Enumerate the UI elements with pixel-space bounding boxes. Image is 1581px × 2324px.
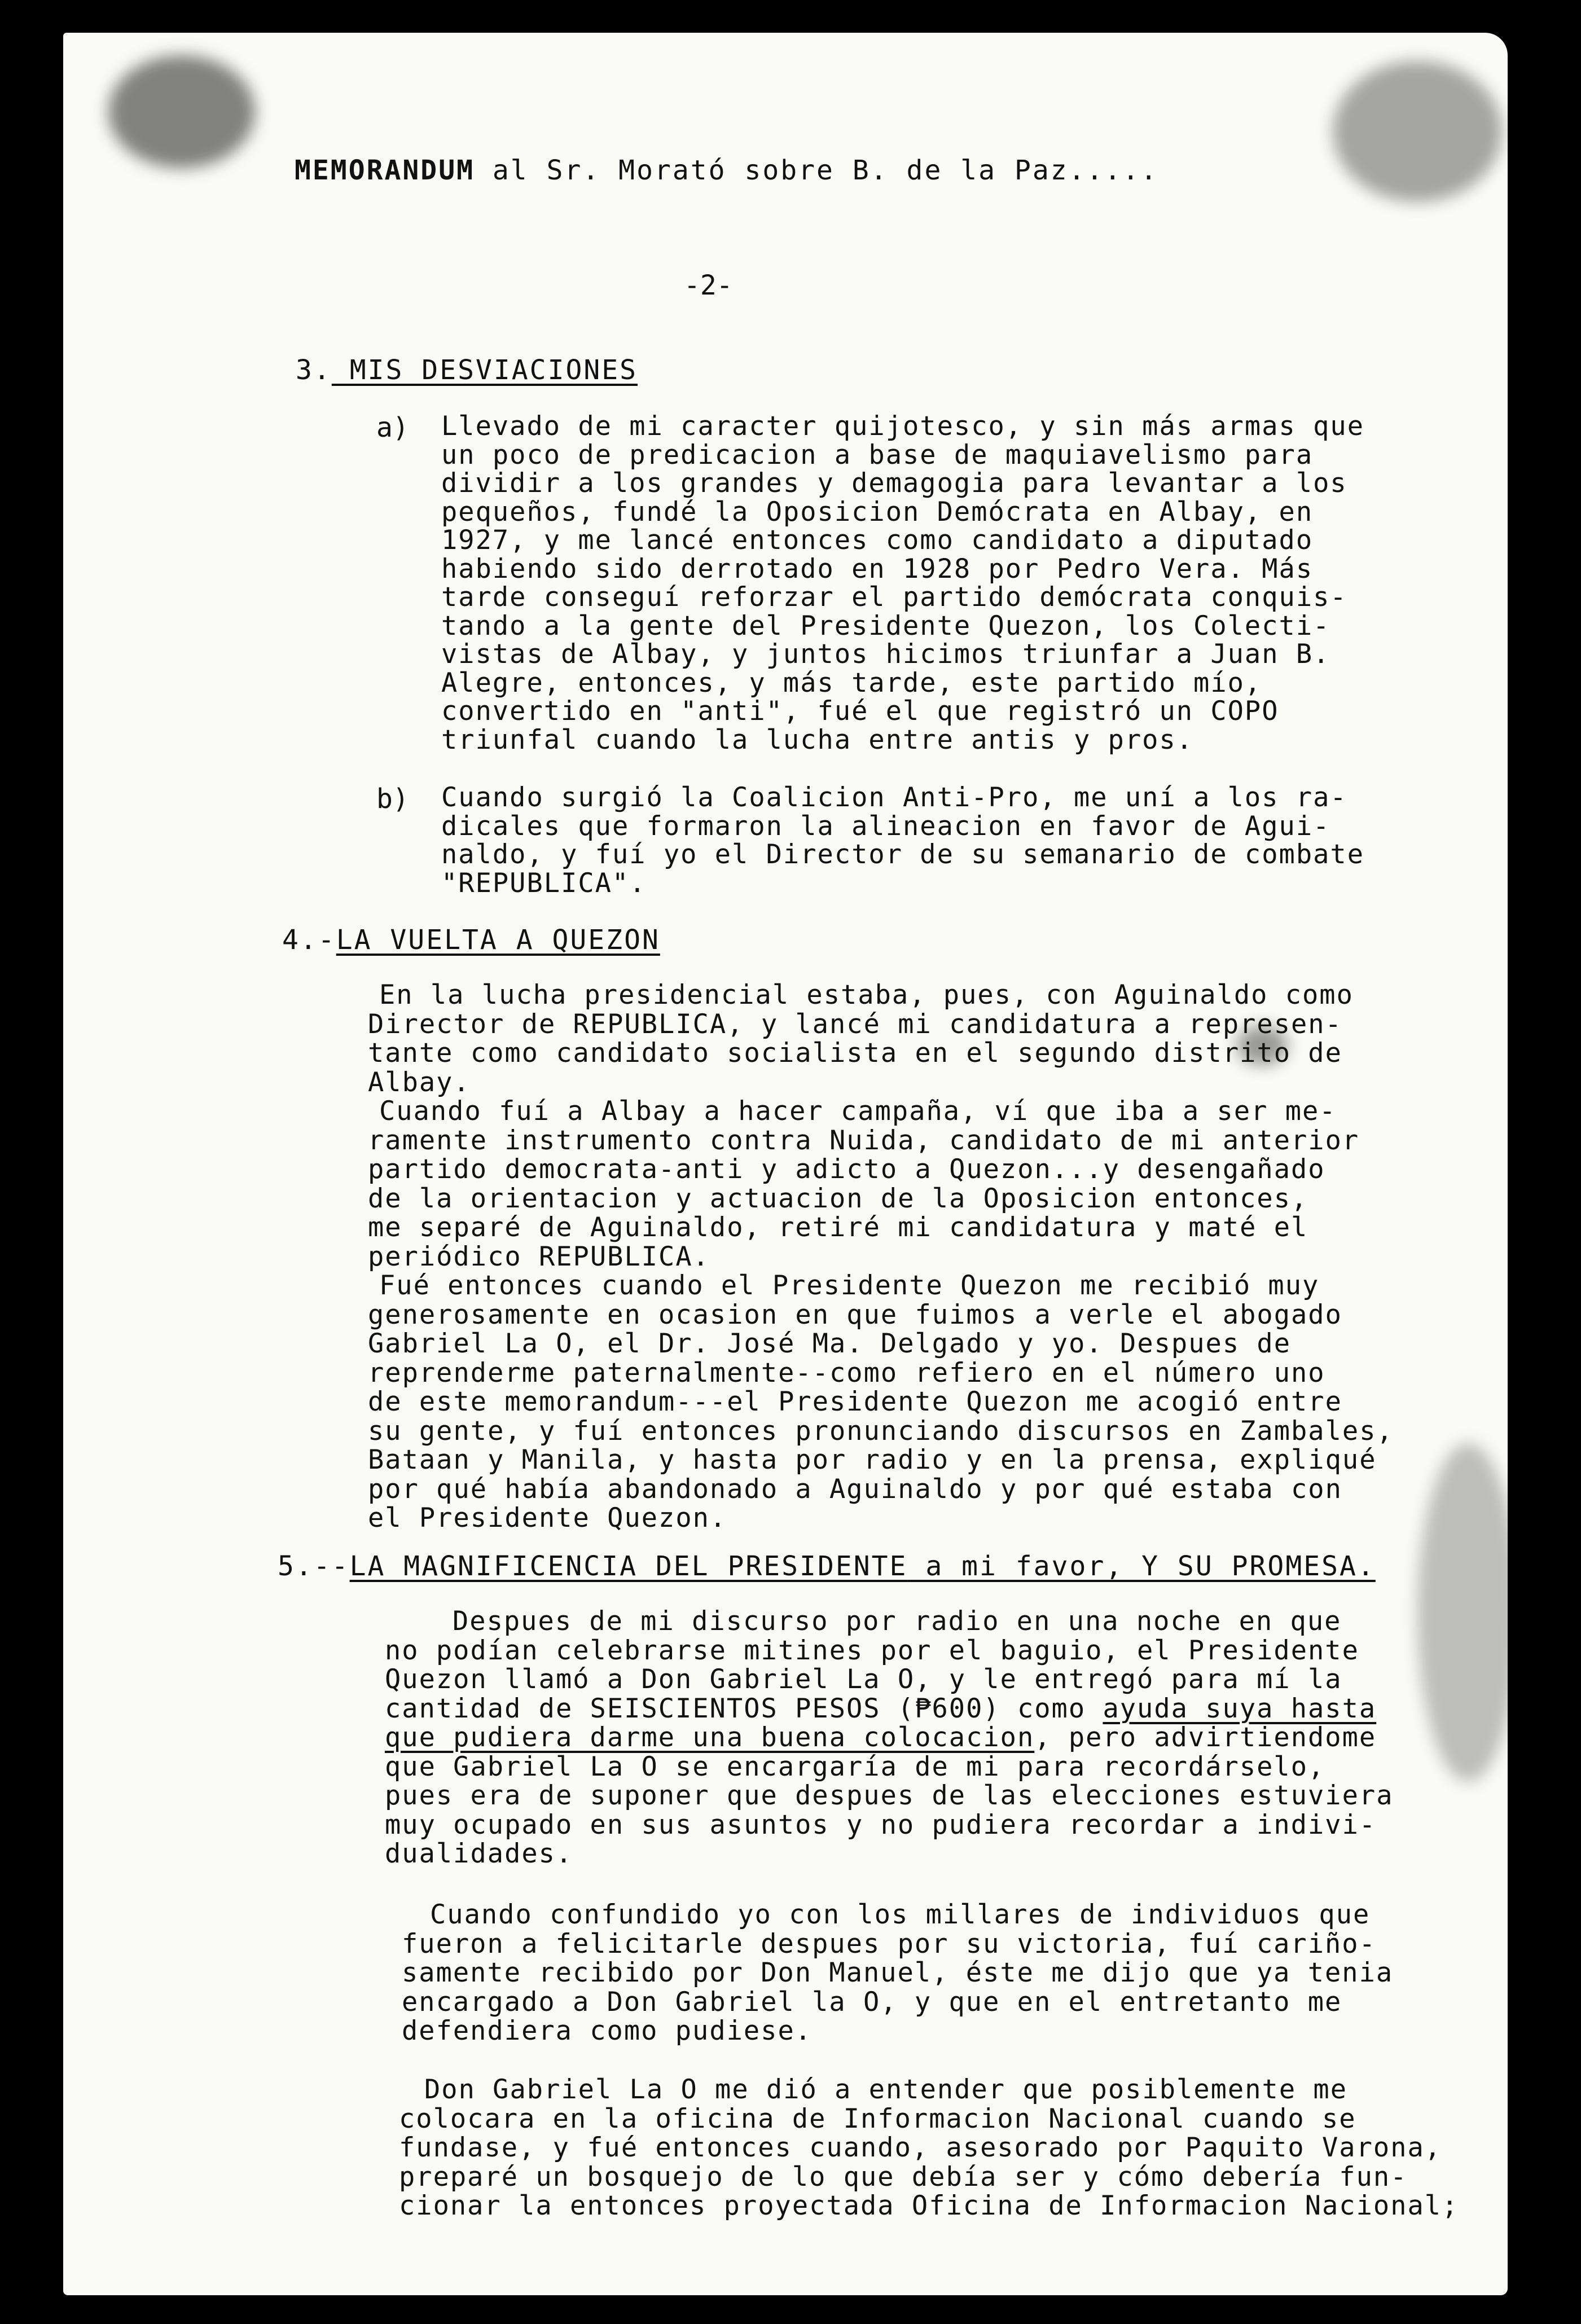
- text-line: Don Gabriel La O me dió a entender que posiblemente me: [424, 2074, 1348, 2105]
- text-line: [385, 1811, 1376, 1840]
- text-line: tando a la gente del Presidente Quezon, los Colecti-: [441, 610, 1330, 642]
- section-5-number: 5.--: [278, 1550, 350, 1582]
- text-line: un poco de predicacion a base de maquiavelismo para: [441, 439, 1314, 471]
- text-segment: , pero advirtiendome: [1034, 1722, 1377, 1753]
- underlined-phrase: que pudiera darme una buena colocacion: [385, 1722, 1035, 1753]
- text-line: samente recibido por Don Manuel, éste me dijo que ya tenia: [402, 1957, 1394, 1988]
- text-line: [385, 1781, 1394, 1811]
- text-line: convertido en "anti", fué el que registró un COPO: [441, 696, 1279, 727]
- ink-stain: [108, 55, 255, 168]
- text-line: generosamente en ocasion en que fuimos a verle el abogado: [368, 1299, 1342, 1330]
- text-line: Fué entonces cuando el Presidente Quezon me recibió muy: [379, 1270, 1320, 1301]
- text-line: partido democrata-anti y adicto a Quezon...y desengañado: [368, 1154, 1325, 1185]
- section-5-heading: [278, 1550, 1376, 1582]
- text-line: cionar la entonces proyectada Oficina de Informacion Nacional;: [399, 2190, 1459, 2221]
- text-line: pequeños, fundé la Oposicion Demócrata en Albay, en: [441, 496, 1314, 528]
- section-4-title: LA VUELTA A QUEZON: [336, 924, 660, 956]
- text-line: Bataan y Manila, y hasta por radio y en la prensa, expliqué: [368, 1444, 1377, 1475]
- text-line: tante como candidato socialista en el segundo distrito de: [368, 1038, 1342, 1069]
- text-line: vistas de Albay, y juntos hicimos triunfar a Juan B.: [441, 639, 1330, 670]
- memo-title-rest: al Sr. Morató sobre B. de la Paz.....: [474, 155, 1159, 186]
- section-3-title: MIS DESVIACIONES: [331, 354, 638, 386]
- text-line: 1927, y me lancé entonces como candidato a diputado: [441, 525, 1314, 556]
- text-segment: muy ocupado en sus asuntos y no pudiera recordar a indivi-: [385, 1809, 1377, 1840]
- text-line: En la lucha presidencial estaba, pues, con Aguinaldo como: [379, 979, 1354, 1011]
- text-line: fundase, y fué entonces cuando, asesorado por Paquito Varona,: [399, 2132, 1442, 2163]
- text-segment: no podían celebrarse mitines por el baguio, el Presidente: [385, 1635, 1359, 1666]
- memo-title: [295, 155, 1158, 186]
- text-line: el Presidente Quezon.: [368, 1503, 727, 1534]
- text-line: Cuando fuí a Albay a hacer campaña, ví que iba a ser me-: [379, 1096, 1337, 1127]
- text-segment: dualidades.: [385, 1838, 573, 1869]
- text-line: [453, 1607, 1341, 1636]
- text-line: dicales que formaron la alineacion en favor de Agui-: [441, 810, 1330, 842]
- text-line: naldo, y fuí yo el Director de su semanario de combate: [441, 839, 1365, 870]
- item-a-label: a): [376, 412, 409, 443]
- text-line: Gabriel La O, el Dr. José Ma. Delgado y yo. Despues de: [368, 1328, 1292, 1359]
- text-line: me separé de Aguinaldo, retiré mi candidatura y maté el: [368, 1212, 1308, 1243]
- text-line: defendiera como pudiese.: [402, 2015, 813, 2046]
- text-line: [385, 1665, 1342, 1694]
- section-5-title: LA MAGNIFICENCIA DEL PRESIDENTE: [349, 1550, 908, 1582]
- text-line: [385, 1694, 1376, 1724]
- underlined-phrase: ayuda suya hasta: [1103, 1693, 1377, 1724]
- text-line: de la orientacion y actuacion de la Oposicion entonces,: [368, 1183, 1308, 1214]
- text-segment: pues era de suponer que despues de las elecciones estuviera: [385, 1780, 1394, 1811]
- text-segment: Quezon llamó a Don Gabriel La O, y le entregó para mí la: [385, 1664, 1342, 1695]
- text-line: fueron a felicitarle despues por su victoria, fuí cariño-: [402, 1928, 1376, 1960]
- section-5-title-rest: a mi favor, Y SU PROMESA.: [907, 1550, 1376, 1582]
- text-line: [385, 1752, 1325, 1782]
- page-number: -2-: [684, 270, 733, 301]
- text-line: encargado a Don Gabriel la O, y que en el entretanto me: [402, 1986, 1342, 2018]
- item-b-label: b): [376, 783, 409, 815]
- text-line: su gente, y fuí entonces pronunciando discursos en Zambales,: [368, 1415, 1394, 1447]
- text-line: Alegre, entonces, y más tarde, este partido mío,: [441, 667, 1262, 698]
- text-line: ramente instrumento contra Nuida, candidato de mi anterior: [368, 1124, 1360, 1156]
- text-line: "REPUBLICA".: [441, 867, 647, 899]
- text-segment: cantidad de SEISCIENTOS PESOS (₱600) como: [385, 1693, 1103, 1724]
- text-line: Albay.: [368, 1066, 471, 1098]
- memo-title-bold: MEMORANDUM: [295, 155, 475, 186]
- section-4-number: 4.-: [282, 924, 336, 956]
- text-line: preparé un bosquejo de lo que debía ser y cómo debería fun-: [399, 2161, 1408, 2193]
- section-3-heading: [296, 354, 638, 386]
- section-3-number: 3.: [296, 354, 332, 386]
- ink-stain: [1417, 1443, 1508, 1782]
- text-line: de este memorandum---el Presidente Quezon me acogió entre: [368, 1386, 1342, 1417]
- text-line: por qué había abandonado a Aguinaldo y por qué estaba con: [368, 1473, 1342, 1505]
- text-line: Llevado de mi caracter quijotesco, y sin más armas que: [441, 411, 1365, 442]
- text-line: [385, 1636, 1359, 1666]
- text-line: Cuando confundido yo con los millares de individuos que: [430, 1899, 1371, 1930]
- ink-stain: [1333, 61, 1502, 202]
- document-page: [63, 33, 1508, 2295]
- text-line: [385, 1723, 1376, 1752]
- text-segment: que Gabriel La O se encargaría de mi para recordárselo,: [385, 1751, 1325, 1782]
- text-line: habiendo sido derrotado en 1928 por Pedro Vera. Más: [441, 553, 1314, 585]
- text-line: periódico REPUBLICA.: [368, 1241, 710, 1272]
- text-line: Cuando surgió la Coalicion Anti-Pro, me uní a los ra-: [441, 782, 1347, 813]
- text-line: triunfal cuando la lucha entre antis y pros.: [441, 724, 1194, 755]
- text-line: dividir a los grandes y demagogia para levantar a los: [441, 468, 1347, 499]
- text-line: tarde conseguí reforzar el partido demócrata conquis-: [441, 582, 1347, 613]
- text-line: [385, 1839, 573, 1869]
- text-line: Director de REPUBLICA, y lancé mi candidatura a represen-: [368, 1008, 1342, 1040]
- text-segment: Despues de mi discurso por radio en una noche en que: [453, 1606, 1342, 1637]
- section-4-heading: [282, 924, 660, 956]
- text-line: colocara en la oficina de Informacion Nacional cuando se: [399, 2103, 1356, 2134]
- text-line: reprenderme paternalmente--como refiero en el número uno: [368, 1357, 1325, 1389]
